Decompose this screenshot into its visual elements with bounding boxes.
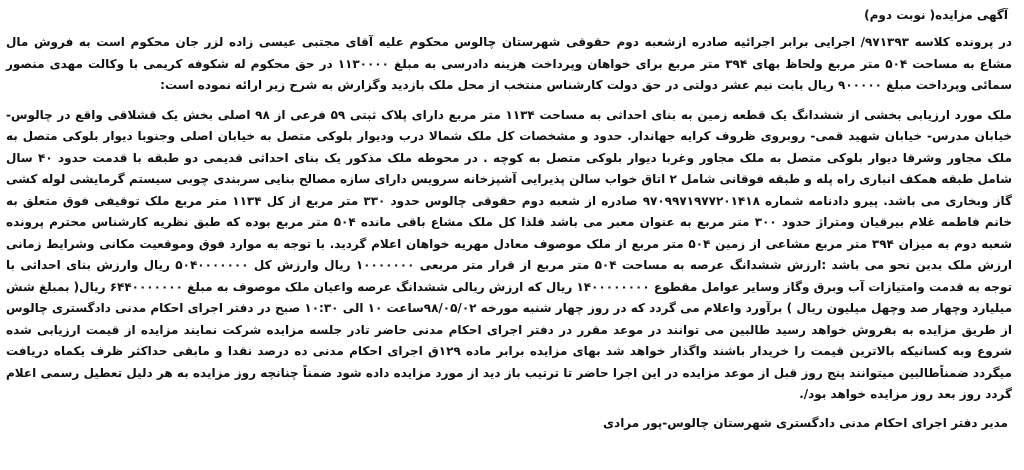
notice-paragraph-property: ملک مورد ارزیابی بخشی از ششدانگ یک قطعه زمین به بنای احداثی به مساحت ۱۱۳۴ متر مربع دارای پلاک ثبتی ۵۹ فرعی از ۹۸ اصلی بخش یک قشلاقی واقع در چالوس- خیابان مدرس- خیابان شهید قمی- روبروی ظروف کرایه جهاندار. حدود و مشخصات کل ملک شمالا درب ودیوار بلوکی متصل به خیابان اصلی وجنوبا دیوار بلوکی متصل به ملک مجاور وشرقا دیوار بلوکی متصل به ملک مجاور وغربا دیوار بلوکی متصل به کوچه . در محوطه ملک مذکور یک بنای احداثی قدیمی دو طبقه با قدمت حدود ۴۰ سال شامل طبقه همکف انباری راه پله و طبقه فوقانی شامل ۲ اتاق خواب سالن پذیرایی آشپزخانه سرویس دارای سازه مصالح بنایی سربندی چوبی سیستم گرمایشی لوله کشی گاز وبخاری می باشد. پیرو دادنامه شماره ۹۷۰۹۹۷۱۹۷۷۲۰۱۴۱۸ صادره از شعبه دوم حقوقی چالوس حدود ۳۳۰ متر مربع از کل ۱۱۳۴ متر مربع ملک توقیفی فوق متعلق به خانم فاطمه غلام بیرقیان ومتراژ حدود ۳۰۰ متر مربع به عنوان معبر می باشد فلذا کل ملک مشاع باقی مانده ۵۰۴ متر مربع بوده که طبق نظریه کارشناس محترم پرونده شعبه دوم به میزان ۳۹۴ متر مربع مشاعی از زمین ۵۰۴ متر مربع از ملک موصوف معادل مهریه خواهان اعلام گردید. با توجه به موارد فوق وموقعیت مکانی وشرایط زمانی ارزش ملک بدین نحو می باشد :ارزش ششدانگ عرصه به مساحت ۵۰۴ متر مربع از قرار متر مربعی ۱۰۰۰۰۰۰۰ ریال وارزش کل ۵۰۴۰۰۰۰۰۰۰ ریال وارزش بنای احداثی با توجه به قدمت وامتیازات آب وبرق وگاز وسایر عوامل مقطوع ۱۴۰۰۰۰۰۰۰۰ ریال که ارزش ریالی ششدانگ عرصه واعیان ملک موصوف به مبلغ ۶۴۴۰۰۰۰۰۰۰ ریال( بمبلغ شش میلیارد وچهار صد وچهل میلیون ریال ) برآورد واعلام می گردد که در روز چهار شنبه مورخه ۹۸/۰۵/۰۲ساعت ۱۰ الی ۱۰:۳۰ صبح در دفتر اجرای احکام مدنی دادگستری چالوس از طریق مزایده به بفروش خواهد رسید طالبین می توانند در موعد مقرر در دفتر اجرای احکام مدنی حاضر تادر جلسه مزایده شرکت نمایند مزایده از قیمت ارزیابی شده شروع وبه کسانیکه بالاترین قیمت را خریدار باشند واگذار خواهد شد بهای مزایده برابر ماده ۱۲۹ق اجرای احکام مدنی ده درصد نقدا و مابقی حداکثر ظرف یکماه دریافت میگردد ضمناًطالبین میتوانند پنج روز قبل از موعد مزایده در این اجرا حاضر تا ترتیب باز دید از مورد مزایده داده شود ضمناً چنانچه روز مزایده به هر دلیل تعطیل رسمی اعلام گردد روز بعد روز مزایده خواهد بود/. [6,107,1013,401]
notice-signature: مدیر دفتر اجرای احکام مدنی دادگستری شهرستان چالوس-پور مرادی [603,415,1008,430]
auction-notice [6,6,1012,464]
notice-paragraph-case: در پرونده کلاسه ۹۷۱۳۹۳/ اجرایی برابر اجرائیه صادره ازشعبه دوم حقوقی شهرستان چالوس محکوم علیه آقای مجتبی عیسی زاده لزر جان محکوم است به فروش مال مشاع به مساحت ۵۰۴ متر مربع ولحاظ بهای ۳۹۴ متر مربع برای خواهان وپرداخت هزینه دادرسی به مبلغ ۱۱۳۰۰۰۰ در حق محکوم له شکوفه کریمی با وکالت مهدی منصور سمائی وپرداخت مبلغ ۹۰۰۰۰۰ ریال بابت نیم عشر دولتی در حق دولت کارشناس منتخب از محل ملک بازدید وگزارش به شرح زیر ارائه نموده است: [6,35,1013,92]
notice-title: آگهی مزایده( نوبت دوم) [864,8,1008,22]
